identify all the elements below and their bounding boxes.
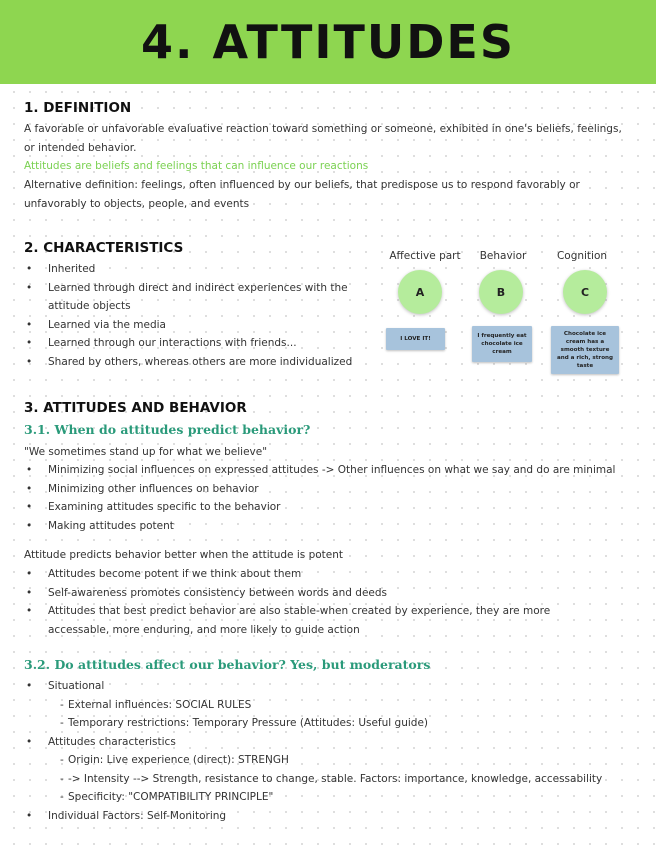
list-item: • Individual Factors: Self-Monitoring [24, 807, 639, 826]
cognition-label: Cognition [556, 250, 608, 262]
characteristics-label: Attitudes characteristics [48, 735, 176, 748]
definition-heading: 1. DEFINITION [24, 100, 132, 116]
list-item: - Temporary restrictions: Temporary Pressure (Attitudes: Useful guide) [48, 714, 639, 733]
affective-card: I LOVE IT! [386, 328, 445, 350]
page-title: 4. ATTITUDES [141, 15, 515, 69]
definition-note: Attitudes are beliefs and feelings that can influence our reactions [24, 160, 369, 172]
subheading-3-2: 3.2. Do attitudes affect our behavior? Yes, but moderators [24, 657, 431, 672]
list-item: - -> Intensity --> Strength, resistance to change, stable. Factors: importance, knowledge, accessability [48, 770, 639, 789]
moderators-list [24, 677, 639, 825]
list-item: - Origin: Live experience (direct): STRENGH [48, 751, 639, 770]
definition-text: A favorable or unfavorable evaluative reaction toward something or someone, exhibited in one's beliefs, feelings, or intended behavior. [24, 123, 622, 154]
potent-list [24, 565, 604, 639]
list-item: • Learned through our interactions with friends... [24, 334, 374, 353]
situational-label: Situational [48, 680, 105, 692]
predict-list [24, 461, 639, 535]
list-item: • Learned via the media [24, 316, 374, 335]
list-item: • Attitudes that best predict behavior are also stable-when created by experience, they are more accessable, more enduring, and more likely to guide action [24, 602, 604, 639]
potent-intro: Attitude predicts behavior better when the attitude is potent [24, 549, 344, 561]
characteristics-sublist [48, 751, 639, 807]
list-item: • Self-awareness promotes consistency between words and deeds [24, 584, 604, 603]
cognition-card: Chocolate ice cream has a smooth texture and a rich, strong taste [551, 326, 619, 374]
behavior-label: Behavior [479, 250, 527, 262]
behavior-card: I frequently eat chocolate ice cream [472, 326, 532, 362]
attitudes-behavior-heading: 3. ATTITUDES AND BEHAVIOR [24, 400, 247, 416]
situational-sublist [48, 696, 639, 733]
characteristics-list [24, 260, 374, 371]
cognition-circle: C [563, 270, 607, 314]
list-item: • Examining attitudes specific to the behavior [24, 498, 639, 517]
characteristics-heading: 2. CHARACTERISTICS [24, 240, 184, 256]
list-item: • Making attitudes potent [24, 517, 639, 536]
definition-alternative: Alternative definition: feelings, often influenced by our beliefs, that predispose us to respond favorably or unfavorably to objects, people, and events [24, 179, 580, 210]
subheading-3-1: 3.1. When do attitudes predict behavior? [24, 422, 311, 437]
list-item: • Learned through direct and indirect experiences with the attitude objects [24, 279, 374, 316]
list-item [24, 677, 639, 733]
affective-circle: A [398, 270, 442, 314]
list-item: • Inherited [24, 260, 374, 279]
list-item [24, 733, 639, 807]
behavior-circle: B [479, 270, 523, 314]
list-item: • Attitudes become potent if we think about them [24, 565, 604, 584]
affective-label: Affective part [389, 250, 461, 262]
title-banner [0, 0, 656, 84]
quote: "We sometimes stand up for what we believe" [24, 446, 268, 458]
list-item: - Specificity: "COMPATIBILITY PRINCIPLE" [48, 788, 639, 807]
list-item: • Shared by others, whereas others are more individualized [24, 353, 374, 372]
list-item: • Minimizing social influences on expressed attitudes -> Other influences on what we say and do are minimal [24, 461, 639, 480]
list-item: - External influences: SOCIAL RULES [48, 696, 639, 715]
list-item: • Minimizing other influences on behavior [24, 480, 639, 499]
